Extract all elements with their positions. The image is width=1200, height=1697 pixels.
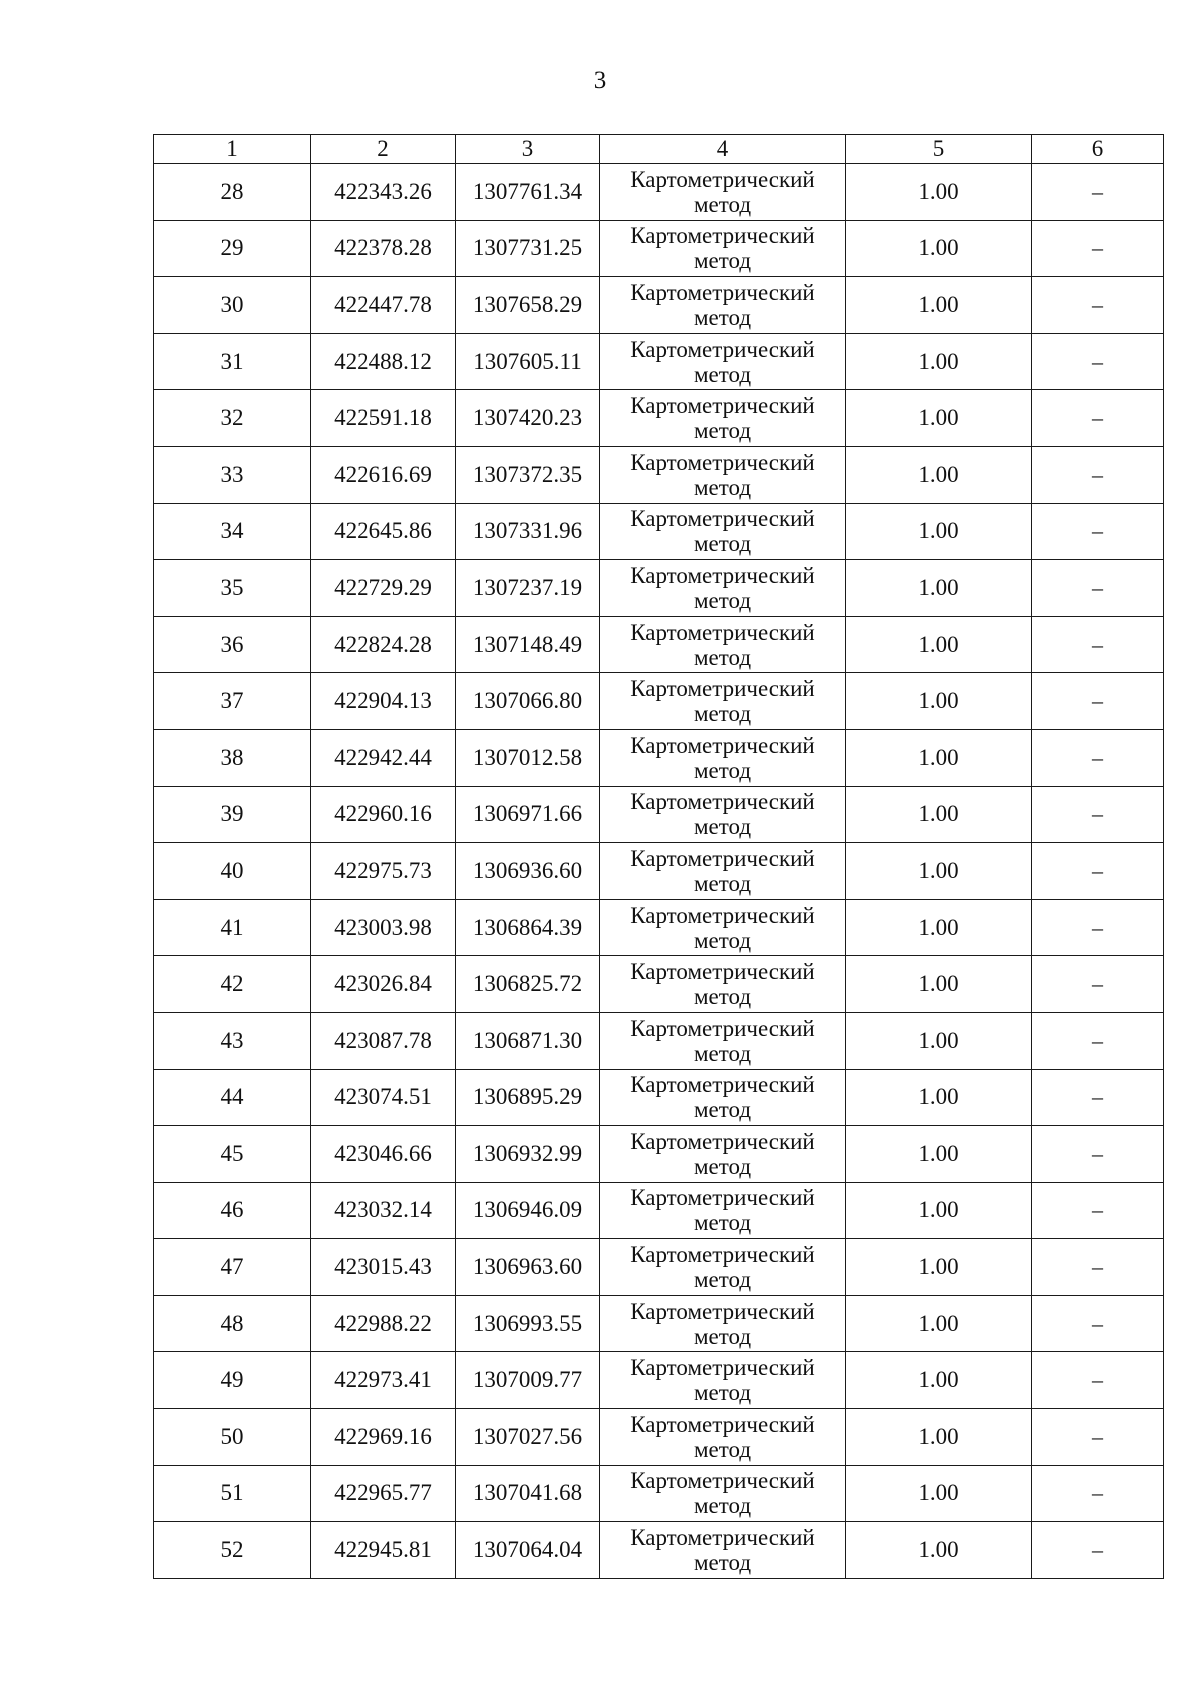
note-cell: – (1032, 1409, 1164, 1466)
method-line-1: Картометрический (630, 506, 815, 532)
point-number-cell: 50 (154, 1409, 311, 1466)
y-coordinate-cell: 1306895.29 (456, 1069, 600, 1126)
method-cell (600, 1465, 846, 1522)
method-line-2: метод (693, 248, 752, 274)
method-line-1: Картометрический (630, 732, 815, 758)
y-coordinate-cell: 1307372.35 (456, 446, 600, 503)
x-coordinate-cell: 422645.86 (311, 503, 456, 560)
point-number-cell: 46 (154, 1182, 311, 1239)
point-number-cell: 39 (154, 786, 311, 843)
y-coordinate-cell: 1307064.04 (456, 1522, 600, 1579)
x-coordinate-cell: 422616.69 (311, 446, 456, 503)
table-row (154, 1295, 1164, 1352)
method-line-2: метод (693, 870, 752, 896)
table-row (154, 1352, 1164, 1409)
table-row (154, 333, 1164, 390)
coordinates-table (153, 134, 1164, 1579)
note-cell: – (1032, 1182, 1164, 1239)
method-cell (600, 1295, 846, 1352)
point-number-cell: 37 (154, 673, 311, 730)
y-coordinate-cell: 1307009.77 (456, 1352, 600, 1409)
x-coordinate-cell: 422969.16 (311, 1409, 456, 1466)
point-number-cell: 38 (154, 729, 311, 786)
method-line-2: метод (693, 1323, 752, 1349)
header-col-1: 1 (154, 135, 311, 164)
method-line-1: Картометрический (630, 676, 815, 702)
y-coordinate-cell: 1307041.68 (456, 1465, 600, 1522)
note-cell: – (1032, 956, 1164, 1013)
note-cell: – (1032, 1069, 1164, 1126)
point-number-cell: 44 (154, 1069, 311, 1126)
y-coordinate-cell: 1307761.34 (456, 164, 600, 221)
method-cell (600, 1409, 846, 1466)
point-number-cell: 42 (154, 956, 311, 1013)
x-coordinate-cell: 422942.44 (311, 729, 456, 786)
method-line-1: Картометрический (630, 1355, 815, 1381)
point-number-cell: 33 (154, 446, 311, 503)
point-number-cell: 48 (154, 1295, 311, 1352)
method-line-2: метод (693, 701, 752, 727)
method-cell (600, 1522, 846, 1579)
point-number-cell: 35 (154, 560, 311, 617)
table-row (154, 220, 1164, 277)
x-coordinate-cell: 423087.78 (311, 1012, 456, 1069)
accuracy-cell: 1.00 (846, 560, 1032, 617)
method-cell (600, 843, 846, 900)
accuracy-cell: 1.00 (846, 333, 1032, 390)
point-number-cell: 34 (154, 503, 311, 560)
method-line-1: Картометрический (630, 336, 815, 362)
method-line-2: метод (693, 587, 752, 613)
method-line-1: Картометрический (630, 1015, 815, 1041)
accuracy-cell: 1.00 (846, 277, 1032, 334)
note-cell: – (1032, 277, 1164, 334)
method-line-2: метод (693, 531, 752, 557)
y-coordinate-cell: 1307731.25 (456, 220, 600, 277)
note-cell: – (1032, 164, 1164, 221)
table-row (154, 1126, 1164, 1183)
method-line-1: Картометрический (630, 393, 815, 419)
table-row (154, 1465, 1164, 1522)
table-row (154, 390, 1164, 447)
method-line-1: Картометрический (630, 1242, 815, 1268)
method-line-1: Картометрический (630, 619, 815, 645)
method-line-1: Картометрический (630, 166, 815, 192)
point-number-cell: 51 (154, 1465, 311, 1522)
y-coordinate-cell: 1306932.99 (456, 1126, 600, 1183)
point-number-cell: 30 (154, 277, 311, 334)
x-coordinate-cell: 422988.22 (311, 1295, 456, 1352)
note-cell: – (1032, 560, 1164, 617)
method-line-1: Картометрический (630, 1128, 815, 1154)
table-row (154, 899, 1164, 956)
y-coordinate-cell: 1306825.72 (456, 956, 600, 1013)
method-line-2: метод (693, 927, 752, 953)
accuracy-cell: 1.00 (846, 446, 1032, 503)
point-number-cell: 32 (154, 390, 311, 447)
method-line-1: Картометрический (630, 1525, 815, 1551)
method-line-2: метод (693, 757, 752, 783)
method-line-1: Картометрический (630, 1298, 815, 1324)
method-cell (600, 673, 846, 730)
accuracy-cell: 1.00 (846, 1182, 1032, 1239)
method-line-2: метод (693, 1040, 752, 1066)
accuracy-cell: 1.00 (846, 616, 1032, 673)
accuracy-cell: 1.00 (846, 843, 1032, 900)
y-coordinate-cell: 1307420.23 (456, 390, 600, 447)
x-coordinate-cell: 423026.84 (311, 956, 456, 1013)
accuracy-cell: 1.00 (846, 1012, 1032, 1069)
x-coordinate-cell: 422591.18 (311, 390, 456, 447)
method-line-1: Картометрический (630, 1411, 815, 1437)
method-cell (600, 729, 846, 786)
y-coordinate-cell: 1306993.55 (456, 1295, 600, 1352)
x-coordinate-cell: 423032.14 (311, 1182, 456, 1239)
table-row (154, 503, 1164, 560)
point-number-cell: 41 (154, 899, 311, 956)
table-row (154, 1069, 1164, 1126)
x-coordinate-cell: 422945.81 (311, 1522, 456, 1579)
note-cell: – (1032, 446, 1164, 503)
method-cell (600, 1182, 846, 1239)
method-line-2: метод (693, 1097, 752, 1123)
header-row (154, 135, 1164, 164)
method-cell (600, 1012, 846, 1069)
y-coordinate-cell: 1307148.49 (456, 616, 600, 673)
accuracy-cell: 1.00 (846, 1465, 1032, 1522)
y-coordinate-cell: 1306871.30 (456, 1012, 600, 1069)
method-cell (600, 503, 846, 560)
point-number-cell: 47 (154, 1239, 311, 1296)
x-coordinate-cell: 422960.16 (311, 786, 456, 843)
table-row (154, 616, 1164, 673)
method-line-2: метод (693, 984, 752, 1010)
accuracy-cell: 1.00 (846, 899, 1032, 956)
accuracy-cell: 1.00 (846, 1295, 1032, 1352)
method-cell (600, 390, 846, 447)
y-coordinate-cell: 1306946.09 (456, 1182, 600, 1239)
x-coordinate-cell: 422973.41 (311, 1352, 456, 1409)
method-line-2: метод (693, 418, 752, 444)
method-line-1: Картометрический (630, 223, 815, 249)
header-col-6: 6 (1032, 135, 1164, 164)
y-coordinate-cell: 1307066.80 (456, 673, 600, 730)
accuracy-cell: 1.00 (846, 164, 1032, 221)
point-number-cell: 52 (154, 1522, 311, 1579)
method-cell (600, 1352, 846, 1409)
accuracy-cell: 1.00 (846, 673, 1032, 730)
note-cell: – (1032, 390, 1164, 447)
table-row (154, 446, 1164, 503)
method-cell (600, 616, 846, 673)
x-coordinate-cell: 422343.26 (311, 164, 456, 221)
point-number-cell: 36 (154, 616, 311, 673)
header-col-5: 5 (846, 135, 1032, 164)
accuracy-cell: 1.00 (846, 1522, 1032, 1579)
method-line-1: Картометрический (630, 449, 815, 475)
method-line-1: Картометрический (630, 902, 815, 928)
method-cell (600, 220, 846, 277)
x-coordinate-cell: 423015.43 (311, 1239, 456, 1296)
table-header (154, 135, 1164, 164)
y-coordinate-cell: 1306971.66 (456, 786, 600, 843)
note-cell: – (1032, 1352, 1164, 1409)
y-coordinate-cell: 1307658.29 (456, 277, 600, 334)
accuracy-cell: 1.00 (846, 220, 1032, 277)
table-row (154, 1409, 1164, 1466)
table-row (154, 729, 1164, 786)
x-coordinate-cell: 423003.98 (311, 899, 456, 956)
y-coordinate-cell: 1306936.60 (456, 843, 600, 900)
table-row (154, 1182, 1164, 1239)
x-coordinate-cell: 423074.51 (311, 1069, 456, 1126)
accuracy-cell: 1.00 (846, 1352, 1032, 1409)
table-row (154, 1239, 1164, 1296)
accuracy-cell: 1.00 (846, 1069, 1032, 1126)
method-line-2: метод (693, 1210, 752, 1236)
method-line-2: метод (693, 361, 752, 387)
method-line-2: метод (693, 1550, 752, 1576)
method-cell (600, 164, 846, 221)
method-line-1: Картометрический (630, 279, 815, 305)
table-row (154, 786, 1164, 843)
method-cell (600, 446, 846, 503)
x-coordinate-cell: 422965.77 (311, 1465, 456, 1522)
note-cell: – (1032, 1522, 1164, 1579)
x-coordinate-cell: 422378.28 (311, 220, 456, 277)
note-cell: – (1032, 1465, 1164, 1522)
table-row (154, 956, 1164, 1013)
x-coordinate-cell: 423046.66 (311, 1126, 456, 1183)
method-line-2: метод (693, 474, 752, 500)
table-body (154, 164, 1164, 1579)
table-row (154, 1522, 1164, 1579)
note-cell: – (1032, 333, 1164, 390)
method-line-2: метод (693, 1436, 752, 1462)
method-line-2: метод (693, 1153, 752, 1179)
method-cell (600, 277, 846, 334)
note-cell: – (1032, 220, 1164, 277)
note-cell: – (1032, 786, 1164, 843)
method-line-2: метод (693, 1493, 752, 1519)
header-col-2: 2 (311, 135, 456, 164)
method-line-1: Картометрический (630, 959, 815, 985)
accuracy-cell: 1.00 (846, 503, 1032, 560)
note-cell: – (1032, 503, 1164, 560)
accuracy-cell: 1.00 (846, 1239, 1032, 1296)
method-line-1: Картометрический (630, 845, 815, 871)
note-cell: – (1032, 1295, 1164, 1352)
note-cell: – (1032, 1126, 1164, 1183)
accuracy-cell: 1.00 (846, 1409, 1032, 1466)
accuracy-cell: 1.00 (846, 390, 1032, 447)
method-line-1: Картометрический (630, 1468, 815, 1494)
method-line-2: метод (693, 814, 752, 840)
method-line-2: метод (693, 1267, 752, 1293)
note-cell: – (1032, 843, 1164, 900)
point-number-cell: 40 (154, 843, 311, 900)
method-line-1: Картометрический (630, 1072, 815, 1098)
method-cell (600, 1126, 846, 1183)
point-number-cell: 31 (154, 333, 311, 390)
table-row (154, 673, 1164, 730)
method-cell (600, 1069, 846, 1126)
method-line-2: метод (693, 191, 752, 217)
y-coordinate-cell: 1307027.56 (456, 1409, 600, 1466)
x-coordinate-cell: 422488.12 (311, 333, 456, 390)
point-number-cell: 28 (154, 164, 311, 221)
point-number-cell: 43 (154, 1012, 311, 1069)
point-number-cell: 49 (154, 1352, 311, 1409)
x-coordinate-cell: 422447.78 (311, 277, 456, 334)
table-row (154, 1012, 1164, 1069)
note-cell: – (1032, 1012, 1164, 1069)
method-cell (600, 333, 846, 390)
header-col-3: 3 (456, 135, 600, 164)
method-cell (600, 560, 846, 617)
y-coordinate-cell: 1306963.60 (456, 1239, 600, 1296)
y-coordinate-cell: 1307331.96 (456, 503, 600, 560)
y-coordinate-cell: 1306864.39 (456, 899, 600, 956)
point-number-cell: 29 (154, 220, 311, 277)
method-cell (600, 1239, 846, 1296)
method-line-2: метод (693, 1380, 752, 1406)
method-line-1: Картометрический (630, 1185, 815, 1211)
y-coordinate-cell: 1307237.19 (456, 560, 600, 617)
table-row (154, 164, 1164, 221)
header-col-4: 4 (600, 135, 846, 164)
table-row (154, 843, 1164, 900)
x-coordinate-cell: 422729.29 (311, 560, 456, 617)
accuracy-cell: 1.00 (846, 729, 1032, 786)
note-cell: – (1032, 616, 1164, 673)
y-coordinate-cell: 1307012.58 (456, 729, 600, 786)
point-number-cell: 45 (154, 1126, 311, 1183)
x-coordinate-cell: 422824.28 (311, 616, 456, 673)
method-line-2: метод (693, 644, 752, 670)
accuracy-cell: 1.00 (846, 1126, 1032, 1183)
table-row (154, 560, 1164, 617)
table-row (154, 277, 1164, 334)
method-line-2: метод (693, 304, 752, 330)
accuracy-cell: 1.00 (846, 956, 1032, 1013)
y-coordinate-cell: 1307605.11 (456, 333, 600, 390)
method-cell (600, 956, 846, 1013)
method-line-1: Картометрический (630, 789, 815, 815)
method-cell (600, 786, 846, 843)
note-cell: – (1032, 729, 1164, 786)
x-coordinate-cell: 422904.13 (311, 673, 456, 730)
x-coordinate-cell: 422975.73 (311, 843, 456, 900)
note-cell: – (1032, 899, 1164, 956)
note-cell: – (1032, 1239, 1164, 1296)
note-cell: – (1032, 673, 1164, 730)
page-number: 3 (593, 67, 607, 94)
method-cell (600, 899, 846, 956)
accuracy-cell: 1.00 (846, 786, 1032, 843)
method-line-1: Картометрический (630, 562, 815, 588)
